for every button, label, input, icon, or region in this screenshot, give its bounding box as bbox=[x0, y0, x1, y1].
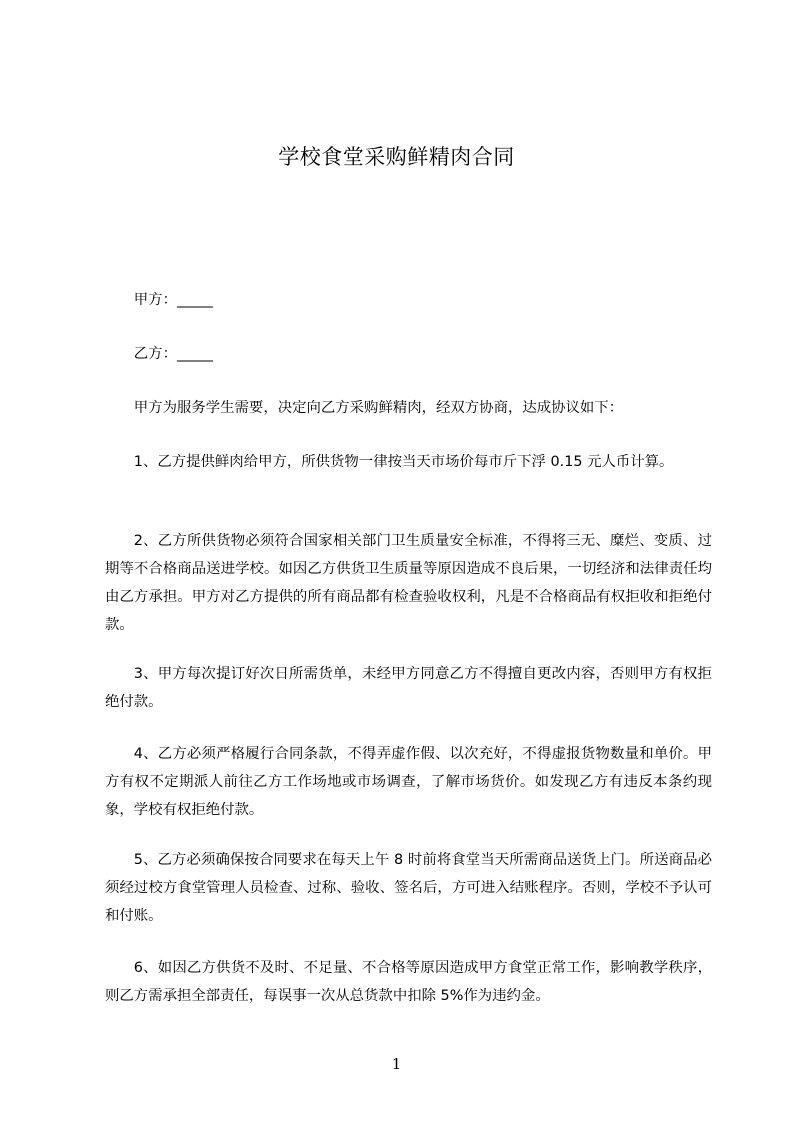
party-a-line: 甲方：_____ bbox=[133, 292, 213, 308]
clause-2: 2、乙方所供货物必须符合国家相关部门卫生质量安全标准，不得将三无、糜烂、变质、过期等不合格商品送进学校。如因乙方供货卫生质量等原因造成不良后果，一切经济和法律责任均由乙方承担。甲方对乙方提供的所有商品都有检查验收权利，凡是不合格商品有权拒收和拒绝付款。 bbox=[105, 533, 712, 633]
clause-6: 6、如因乙方供货不及时、不足量、不合格等原因造成甲方食堂正常工作，影响教学秩序，则乙方需承担全部责任，每误事一次从总货款中扣除 5%作为违约金。 bbox=[105, 960, 712, 1004]
page-number: 1 bbox=[391, 1055, 402, 1073]
party-b-line: 乙方：_____ bbox=[133, 346, 213, 362]
clause-5: 5、乙方必须确保按合同要求在每天上午 8 时前将食堂当天所需商品送货上门。所送商品必须经过校方食堂管理人员检查、过称、验收、签名后，方可进入结账程序。否则，学校不予认可和付账。 bbox=[105, 852, 712, 924]
clause-4: 4、乙方必须严格履行合同条款，不得弄虚作假、以次充好，不得虚报货物数量和单价。甲方有权不定期派人前往乙方工作场地或市场调查，了解市场货价。如发现乙方有违反本条约现象，学校有权拒绝付款。 bbox=[105, 746, 712, 818]
intro-paragraph: 甲方为服务学生需要，决定向乙方采购鲜精肉，经双方协商，达成协议如下： bbox=[133, 400, 624, 416]
clause-3: 3、甲方每次提订好次日所需货单，未经甲方同意乙方不得擅自更改内容，否则甲方有权拒绝付款。 bbox=[105, 666, 712, 710]
page-title: 学校食堂采购鲜精肉合同 bbox=[278, 145, 515, 169]
clause-1: 1、乙方提供鲜肉给甲方，所供货物一律按当天市场价每市斤下浮 0.15 元人币计算。 bbox=[133, 454, 674, 470]
